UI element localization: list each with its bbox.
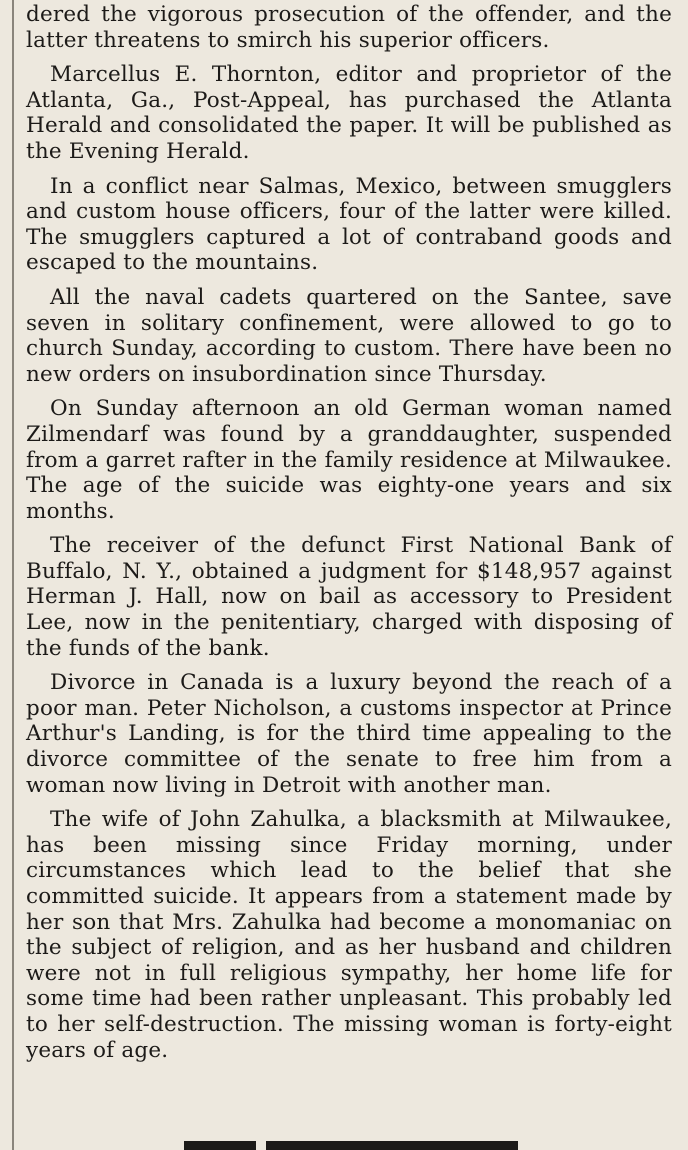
news-paragraph-zilmendarf: On Sunday afternoon an old German woman named Zilmendarf was found by a granddaughter, suspended from a garret rafter in the family residence at Milwaukee. The age of the suicide was eighty-one years and six months. — [26, 396, 672, 524]
news-paragraph-santee: All the naval cadets quartered on the Santee, save seven in solitary confinement, were allowed to go to church Sunday, according to custom. There have been no new orders on insubordination since Thursday. — [26, 284, 672, 387]
column-rule — [12, 0, 14, 1150]
news-paragraph-continued: dered the vigorous prosecution of the offender, and the latter threatens to smirch his superior officers. — [26, 2, 672, 53]
news-paragraph-buffalo-bank: The receiver of the defunct First National Bank of Buffalo, N. Y., obtained a judgment for $148,957 against Herman J. Hall, now on bail as accessory to President Lee, now in the penitentiary, charged with disposing of the funds of the bank. — [26, 533, 672, 661]
divider-segment — [266, 1141, 518, 1150]
news-paragraph-thornton: Marcellus E. Thornton, editor and proprietor of the Atlanta, Ga., Post-Appeal, has purchased the Atlanta Herald and consolidated the paper. It will be published as the Evening Herald. — [26, 62, 672, 164]
news-paragraph-salmas: In a conflict near Salmas, Mexico, between smugglers and custom house officers, four of the latter were killed. The smugglers captured a lot of contraband goods and escaped to the mountains. — [26, 173, 672, 276]
section-divider — [184, 1141, 518, 1150]
divider-segment — [184, 1141, 256, 1150]
news-column — [26, 2, 672, 1072]
news-paragraph-zahulka: The wife of John Zahulka, a blacksmith at Milwaukee, has been missing since Friday morning, under circumstances which lead to the belief that she committed suicide. It appears from a statement made by her son that Mrs. Zahulka had become a monomaniac on the subject of religion, and as her husband and children were not in full religious sympathy, her home life for some time had been rather unpleasant. This probably led to her self-destruction. The missing woman is forty-eight years of age. — [26, 807, 672, 1063]
news-paragraph-divorce: Divorce in Canada is a luxury beyond the reach of a poor man. Peter Nicholson, a customs inspector at Prince Arthur's Landing, is for the third time appealing to the divorce committee of the senate to free him from a woman now living in Detroit with another man. — [26, 670, 672, 798]
